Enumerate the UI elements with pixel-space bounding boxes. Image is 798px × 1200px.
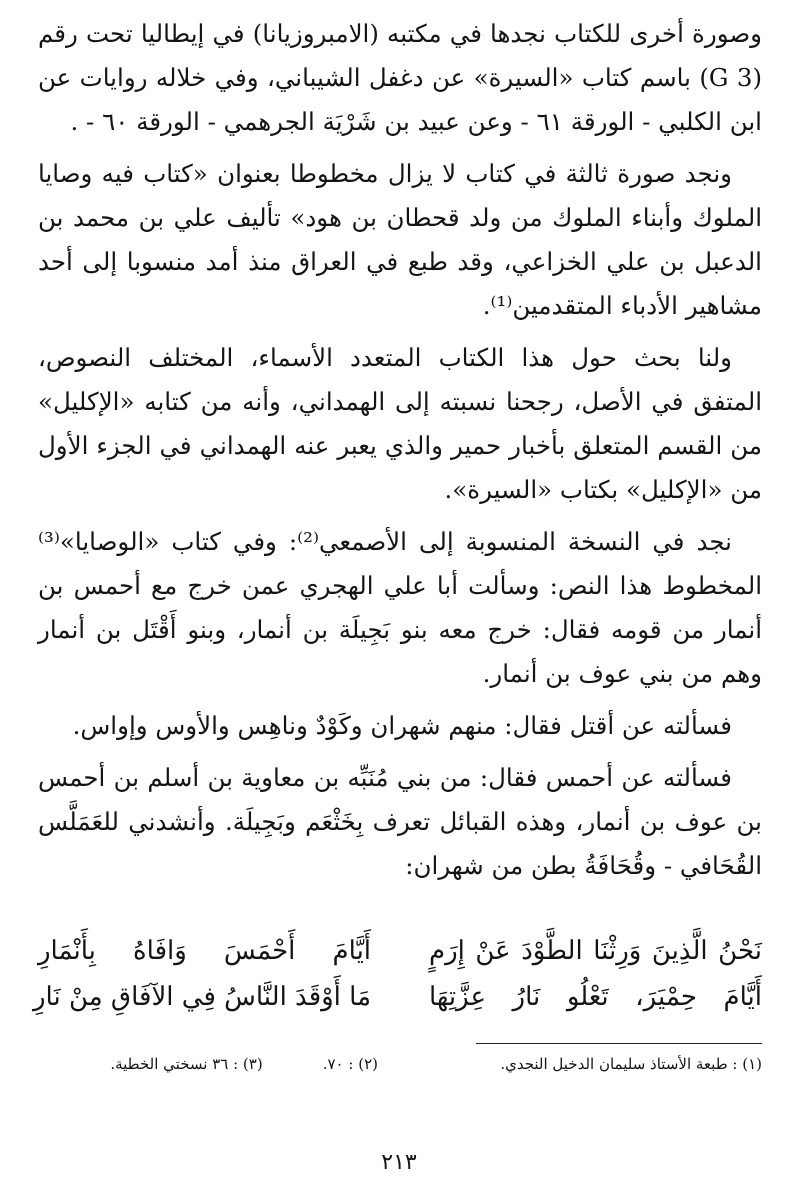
verse-first-hemistich: أَيَّامَ حِمْيَرَ، تَعْلُو نَارُ عِزَّتِهَا <box>428 982 762 1012</box>
verse-second-hemistich: مَا أَوْقَدَ النَّاسُ فِي الآفَاقِ مِنْ نَارِ <box>32 982 372 1012</box>
verse-second-hemistich: أَيَّامَ أَحْمَسَ وَافَاهُ بِأَنْمَارِ <box>38 936 372 966</box>
page-number: ٢١٣ <box>381 1150 417 1175</box>
main-text <box>38 12 762 896</box>
paragraph-1: وصورة أخرى للكتاب نجدها في مكتبه (الامبروزيانا) في إيطاليا تحت رقم (G 3) باسم كتاب «السيرة» عن دغفل الشيباني، وفي خلاله روايات عن ابن الكلبي - الورقة ٦١ - وعن عبيد بن شَرْيَة الجرهمي - الورقة ٦٠ - . <box>38 19 763 136</box>
poem-verse <box>32 928 762 1020</box>
paragraph-3: ولنا بحث حول هذا الكتاب المتعدد الأسماء، المختلف النصوص، المتفق في الأصل، رجحنا نسبته إلى الهمداني، وأنه من كتابه «الإكليل» من القسم المتعلق بأخبار حمير والذي يعبر عنه الهمداني في الجزء الأول من «الإكليل» بكتاب «السيرة». <box>38 343 762 504</box>
paragraph-6: فسألته عن أحمس فقال: من بني مُنَبِّه بن معاوية بن أسلم بن أحمس بن عوف بن أنمار، وهذه القبائل تعرف بِخَثْعَم وبَجِيلَة. وأنشدني للعَمَلَّس القُحَافي - وقُحَافَةُ بطن من شهران: <box>38 763 762 880</box>
footnote-3: (٣) : ٣٦ نسختي الخطية. <box>110 1055 263 1073</box>
footnote-2: (٢) : ٧٠. <box>322 1055 378 1073</box>
verse-line <box>32 974 762 1020</box>
footnote-1: (١) : طبعة الأستاذ سليمان الدخيل النجدي. <box>500 1055 762 1073</box>
paragraph-4: نجد في النسخة المنسوبة إلى الأصمعي⁽²⁾: وفي كتاب «الوصايا»⁽³⁾ المخطوط هذا النص: وسألت أبا علي الهجري عمن خرج مع أحمس بن أنمار من قومه فقال: خرج معه بنو بَجِيلَة بن أنمار، وبنو أَقْتَل بن أنمار وهم من بني عوف بن أنمار. <box>38 527 762 688</box>
footnotes <box>38 1052 762 1076</box>
verse-line <box>38 928 762 974</box>
footnote-divider <box>476 1043 762 1044</box>
paragraph-2: ونجد صورة ثالثة في كتاب لا يزال مخطوطا بعنوان «كتاب فيه وصايا الملوك وأبناء الملوك من ولد قحطان بن هود» تأليف علي بن محمد بن الدعبل بن علي الخزاعي، وقد طبع في العراق منذ أمد منسوبا إلى أحد مشاهير الأدباء المتقدمين⁽¹⁾. <box>38 159 762 320</box>
paragraph-5: فسألته عن أقتل فقال: منهم شهران وكَوْدٌ وناهِس والأوس وإواس. <box>72 711 732 740</box>
verse-first-hemistich: نَحْنُ الَّذِينَ وَرِثْنَا الطَّوْدَ عَنْ إِرَمٍ <box>428 936 762 966</box>
